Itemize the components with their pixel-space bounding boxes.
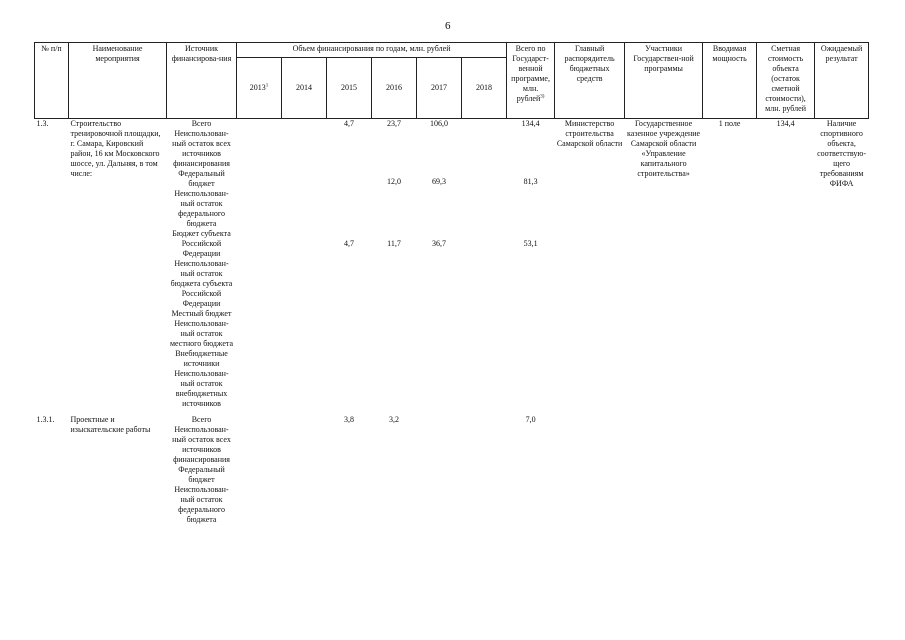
row-manager [555,415,625,525]
row-manager: Министерство строительства Самарской области [556,119,623,148]
header-capacity: Вводимая мощность [703,43,757,119]
source-label: Неиспользован-ный остаток федерального бюджета [174,189,229,228]
value-2013 [237,119,282,410]
value-cell: 36,7 [432,239,446,248]
source-label: Неиспользован-ный остаток местного бюджета [169,319,234,348]
row-sources [167,119,237,410]
table-row-1-3-1 [35,415,869,525]
source-label: Федеральный бюджет [178,465,225,484]
source-label: Всего [191,119,212,128]
header-source: Источник финансирова-ния [167,43,237,119]
value-cell: 134,4 [521,119,540,128]
value-cell: 53,1 [523,239,538,248]
source-label: Всего [191,415,212,424]
financing-table [34,42,869,525]
header-year-2017: 2017 [417,58,462,119]
row-participants: Государственное казенное учреждение Самарской области «Управление капитального строительства» [627,119,701,178]
source-label: Неиспользован-ный остаток всех источников финансирования [172,129,231,168]
value-cell: 23,7 [387,119,401,128]
header-year-2013 [237,58,282,119]
values-2016 [372,119,417,410]
header-volume: Объем финансирования по годам, млн. рублей [237,43,507,58]
value-2017 [417,415,462,525]
row-cost: 134,4 [776,119,795,128]
source-label: Внебюджетные источники [175,349,228,368]
value-total: 7,0 [525,415,536,424]
source-label: Неиспользован-ный остаток всех источников финансирования [172,425,231,464]
source-label: Бюджет субъекта Российской Федерации [172,229,231,258]
row-capacity [703,415,757,525]
header-participants: Участники Государствен-ной программы [625,43,703,119]
year-label: 2013 [249,83,266,92]
value-2016: 3,2 [389,415,399,424]
row-name: Строительство тренировочной площадки, г. Самара, Кировский район, 16 км Московского шоссе, ул. Дальняя, в том числе: [70,119,161,178]
source-label: Неиспользован-ный остаток федерального бюджета [174,485,229,524]
row-result: Наличие спортивного объекта, соответствую-щего требованиям ФИФА [817,119,867,188]
header-total-note: 3) [540,94,545,100]
header-num: № п/п [35,43,69,119]
header-result: Ожидаемый результат [815,43,869,119]
value-2018 [462,119,507,410]
value-cell: 81,3 [523,177,538,186]
header-name: Наименование мероприятия [69,43,167,119]
row-sources [167,415,237,525]
value-2013 [237,415,282,525]
page-number: 6 [445,20,451,32]
header-year-2014: 2014 [282,58,327,119]
values-total [507,119,555,410]
header-total-label: Всего по Государст-венной программе, млн. рублей [511,44,550,103]
row-name: Проектные и изыскательские работы [70,415,151,434]
values-2017 [417,119,462,410]
header-cost: Сметная стоимость объекта (остаток сметной стоимости), млн. рублей [757,43,815,119]
source-label: Федеральный бюджет [178,169,225,188]
row-cost [757,415,815,525]
row-result [815,415,869,525]
header-year-2018: 2018 [462,58,507,119]
value-cell: 4,7 [344,119,354,128]
year-note: 1 [265,83,269,89]
row-num: 1.3. [36,119,49,128]
source-label: Неиспользован-ный остаток бюджета субъекта Российской Федерации [170,259,233,308]
table-row-1-3 [35,119,869,410]
value-2015: 3,8 [344,415,354,424]
value-2014 [282,119,327,410]
row-capacity: 1 поле [718,119,741,128]
row-participants [625,415,703,525]
header-manager: Главный распорядитель бюджетных средств [555,43,625,119]
value-cell: 69,3 [432,177,446,186]
source-label: Неиспользован-ный остаток внебюджетных источников [174,369,229,408]
header-year-2015: 2015 [327,58,372,119]
value-cell: 12,0 [387,177,401,186]
value-2018 [462,415,507,525]
value-2014 [282,415,327,525]
header-year-2016: 2016 [372,58,417,119]
value-cell: 11,7 [387,239,401,248]
header-total [507,43,555,119]
values-2015 [327,119,372,410]
source-label: Местный бюджет [171,309,232,318]
value-cell: 4,7 [344,239,354,248]
row-num: 1.3.1. [36,415,55,424]
value-cell: 106,0 [430,119,448,128]
